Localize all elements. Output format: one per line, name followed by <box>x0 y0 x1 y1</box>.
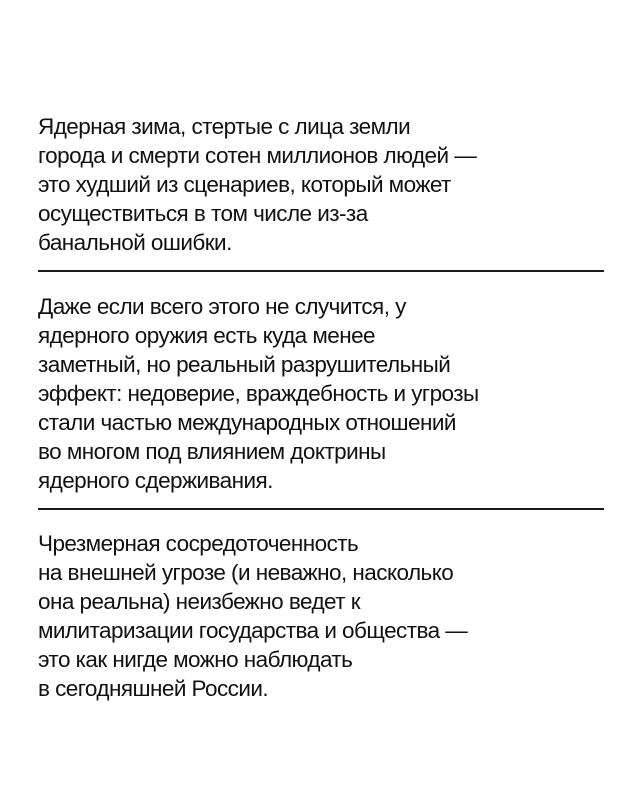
paragraph-line: в сегодняшней России. <box>38 676 269 701</box>
divider-2 <box>38 508 604 510</box>
paragraph-2 <box>38 292 604 495</box>
paragraph-line: города и смерти сотен миллионов людей — <box>38 143 477 168</box>
paragraph-line: Чрезмерная сосредоточенность <box>38 531 359 556</box>
paragraph-line: это худший из сценариев, который может <box>38 172 451 197</box>
paragraph-line: ядерного оружия есть куда менее <box>38 323 376 348</box>
paragraph-3 <box>38 529 604 703</box>
paragraph-line: ядерного сдерживания. <box>38 468 273 493</box>
divider-1 <box>38 270 604 272</box>
paragraph-1 <box>38 112 604 257</box>
paragraph-line: банальной ошибки. <box>38 230 232 255</box>
paragraph-line: эффект: недоверие, враждебность и угрозы <box>38 381 479 406</box>
paragraph-line: Даже если всего этого не случится, у <box>38 294 406 319</box>
paragraph-line: осуществиться в том числе из-за <box>38 201 368 226</box>
paragraph-line: она реальна) неизбежно ведет к <box>38 589 361 614</box>
paragraph-line: Ядерная зима, стертые с лица земли <box>38 114 411 139</box>
paragraph-line: заметный, но реальный разрушительный <box>38 352 451 377</box>
article <box>38 112 604 703</box>
paragraph-line: стали частью международных отношений <box>38 410 456 435</box>
paragraph-line: во многом под влиянием доктрины <box>38 439 386 464</box>
paragraph-line: на внешней угрозе (и неважно, насколько <box>38 560 454 585</box>
paragraph-line: милитаризации государства и общества — <box>38 618 468 643</box>
paragraph-line: это как нигде можно наблюдать <box>38 647 353 672</box>
